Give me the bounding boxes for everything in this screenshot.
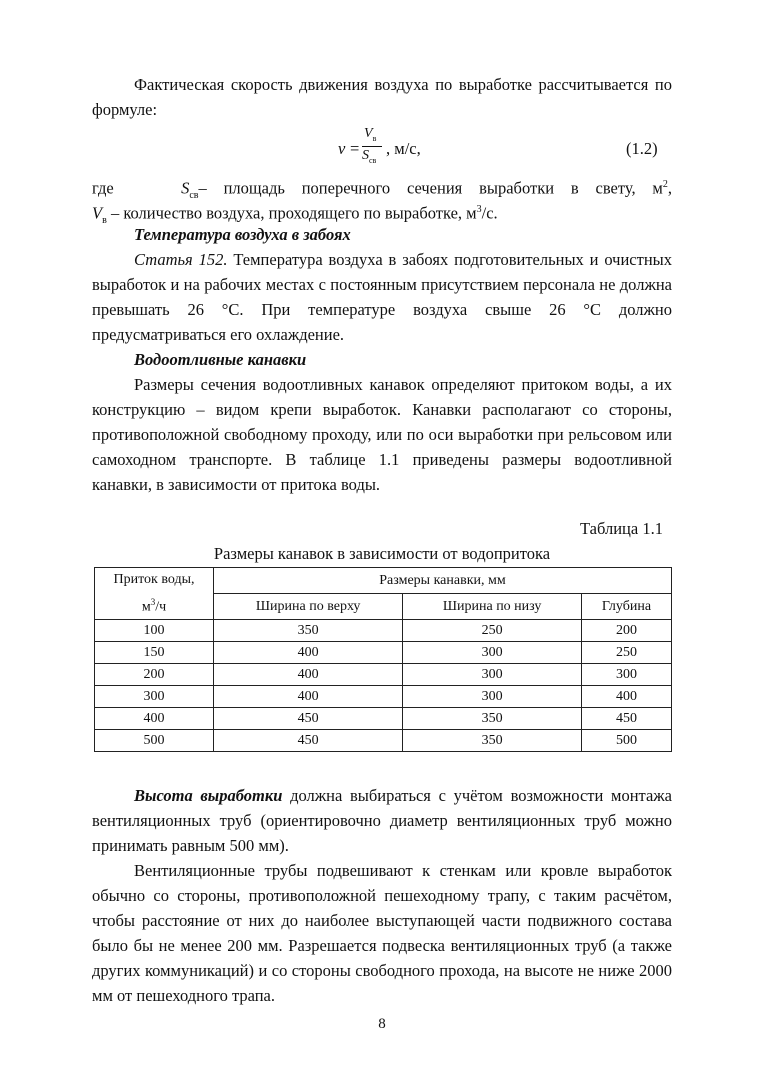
table-row: 400 450 350 450 <box>95 708 672 730</box>
formula-velocity: v <box>338 139 346 158</box>
table-label: Таблица 1.1 <box>580 519 663 538</box>
table-row: 200 400 300 300 <box>95 664 672 686</box>
working-height-paragraph: Высота выработки должна выбираться с учётом возможности монтажа вентиляционных труб (ориентировочно диаметр вентиляционных труб можно принимать равным 500 мм). <box>92 786 672 855</box>
article-152-paragraph: Статья 152. Температура воздуха в забоях подготовительных и очистных выработок и на рабочих местах с постоянным присутствием персонала не должна превышать 26 °С. При температуре воздуха свыше 26 °С должно предусматриваться его охлаждение. <box>92 250 672 344</box>
header-top-width: Ширина по верху <box>214 594 403 620</box>
ditch-size-table <box>94 567 672 752</box>
header-ditch-dimensions: Размеры канавки, мм <box>214 568 672 594</box>
ventilation-pipes-paragraph: Вентиляционные трубы подвешивают к стенкам или кровле выработок обычно со стороны, противоположной пешеходному трапу, с таким расчётом, чтобы расстояние от них до наиболее выступающей части подвижного состава было бы не менее 200 мм. Разрешается подвеска вентиляционных труб (а также других коммуникаций) и со стороны свободного прохода, на высоте не ниже 2000 мм от пешеходного трапа. <box>92 861 672 1005</box>
table-row: 500 450 350 500 <box>95 730 672 752</box>
header-water-inflow: Приток воды, $м^3/ч$ <box>95 568 214 620</box>
where-line-2: $V_в$ – количество воздуха, проходящего по выработке, $м^3/с$. <box>92 203 498 226</box>
header-bottom-width: Ширина по низу <box>403 594 582 620</box>
heading-drainage-ditches: Водоотливные канавки <box>134 350 307 369</box>
formula-equals: = <box>350 139 360 158</box>
page-number: 8 <box>378 1016 386 1032</box>
header-depth: Глубина <box>581 594 671 620</box>
where-line-1: где $S_{св}-$ площадь поперечного сечения выработки в свету, $м^2$, <box>92 178 672 201</box>
drainage-paragraph: Размеры сечения водоотливных канавок определяют притоком воды, а их конструкцию – видом крепи выработок. Канавки располагают со стороны, противоположной свободному проходу, или по оси выработки при рельсовом или самоходном транспорте. В таблице 1.1 приведены размеры водоотливной канавки, в зависимости от притока воды. <box>92 375 672 494</box>
formula-unit: , м/с, <box>386 139 421 158</box>
intro-paragraph: Фактическая скорость движения воздуха по выработке рассчитывается по формуле: <box>92 75 672 119</box>
heading-air-temperature: Температура воздуха в забоях <box>134 225 351 244</box>
equation-number: (1.2) <box>626 139 658 158</box>
table-row: 300 400 300 400 <box>95 686 672 708</box>
table-title: Размеры канавок в зависимости от водопритока <box>213 544 551 563</box>
formula-denominator: $S_{св}$ <box>362 148 377 165</box>
table-row: 100 350 250 200 <box>95 620 672 642</box>
formula-numerator: $V_в$ <box>364 126 377 143</box>
table-row: 150 400 300 250 <box>95 642 672 664</box>
fraction-bar <box>362 146 382 147</box>
